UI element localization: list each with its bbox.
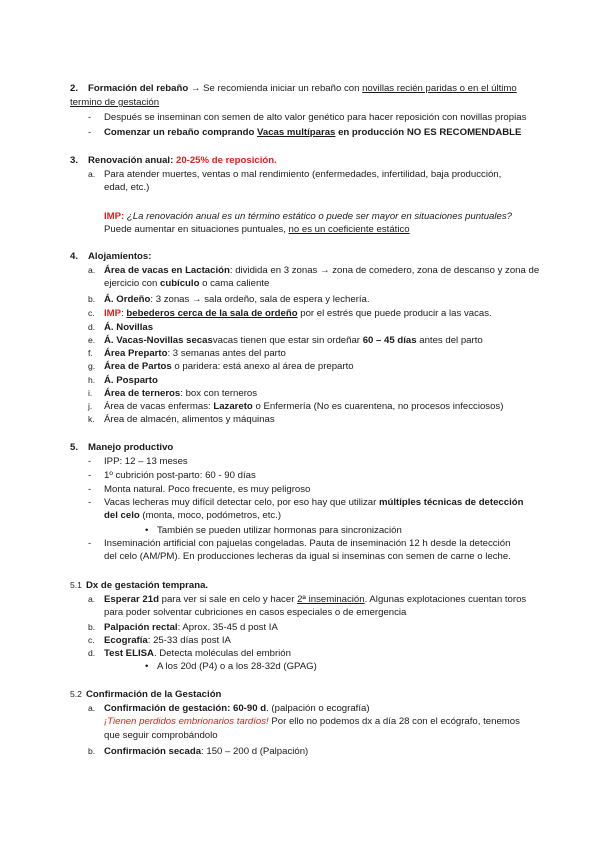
imp-label: IMP — [104, 308, 122, 319]
section-intro: → Se recomienda iniciar un rebaño con — [188, 83, 363, 94]
heading-dx-gestacion — [70, 579, 208, 592]
list-item — [88, 293, 548, 306]
list-item — [88, 111, 548, 124]
dash-marker: - — [88, 497, 92, 508]
bullet-marker: • — [145, 661, 149, 672]
dash-marker: - — [88, 456, 92, 467]
item-text: Pauta de inseminación 12 h desde la detección — [309, 538, 511, 549]
item-marker: a. — [88, 169, 96, 179]
item-text: : dividida en 3 zonas → zona de comedero, zona de descanso y zona de — [229, 265, 540, 276]
underlined-phrase: bebederos cerca de la sala de ordeño — [126, 308, 298, 319]
section-number: 5.2 — [70, 689, 82, 699]
item-bold: del celo — [104, 510, 140, 522]
item-text: Después se inseminan con semen de alto valor genético para hacer reposición con novillas propias — [104, 112, 527, 123]
item-text: Monta natural. Poco frecuente, es muy peligroso — [104, 484, 311, 495]
item-bold: 60 – 45 días — [362, 335, 417, 346]
bullet-marker: • — [145, 525, 149, 536]
underlined-phrase: no es un coeficiente estático — [288, 224, 410, 235]
underlined-phrase: novillas recién paridas o en el último — [362, 83, 517, 94]
dash-marker: - — [88, 127, 92, 138]
item-marker: a. — [88, 594, 96, 604]
item-bold: Test ELISA — [104, 648, 154, 659]
item-text: o cama caliente — [199, 278, 270, 290]
item-text: Inseminación artificial con pajuelas congeladas. — [104, 538, 310, 549]
section-number: 5. — [70, 442, 79, 453]
heading-manejo-productivo — [70, 441, 173, 454]
item-text: . (palpación o ecografía) — [266, 703, 370, 714]
colon: : — [148, 251, 152, 262]
item-bold: Esperar 21d — [104, 594, 159, 605]
list-item — [88, 745, 548, 758]
item-text: para poder solventar cubriciones en casos especiales o de emergencia — [104, 607, 407, 619]
item-text: . Detecta moléculas del embrión — [153, 648, 291, 659]
item-text: vacas tienen que estar sin ordeñar — [212, 335, 363, 346]
item-bold: Á. Ordeño — [104, 294, 151, 305]
sub-bullet — [145, 660, 525, 673]
item-marker: a. — [88, 265, 96, 275]
list-item — [88, 634, 548, 647]
item-text: 1º cubrición post-parto: 60 - 90 días — [104, 470, 256, 481]
item-bold: Área de Partos — [104, 361, 172, 372]
item-marker: b. — [88, 622, 96, 632]
colon: : — [170, 155, 176, 166]
list-item — [88, 621, 548, 634]
item-text: : 25-33 días post IA — [147, 635, 231, 646]
item-marker: e. — [88, 335, 96, 345]
item-marker: f. — [88, 348, 93, 358]
item-bold: Lazareto — [213, 401, 253, 412]
list-item — [88, 334, 548, 347]
item-marker: j. — [88, 401, 93, 411]
item-marker: a. — [88, 703, 96, 713]
item-bold: Confirmación secada — [104, 746, 202, 757]
imp-label: IMP: — [104, 211, 125, 222]
item-marker: h. — [88, 375, 96, 385]
section-title: Dx de gestación temprana. — [86, 580, 209, 591]
underlined-phrase: 2ª inseminación — [297, 594, 365, 605]
section-title: Confirmación de la Gestación — [86, 689, 222, 700]
underlined-phrase: Vacas multíparas — [257, 127, 336, 138]
item-text: : 3 semanas antes del parto — [167, 348, 286, 359]
item-marker: b. — [88, 294, 96, 304]
item-text: IPP: 12 – 13 meses — [104, 456, 188, 467]
item-marker: i. — [88, 388, 93, 398]
colon: : — [121, 308, 127, 319]
heading-alojamientos — [70, 250, 151, 263]
item-text: : Aprox. 35-45 d post IA — [177, 622, 278, 633]
list-item — [88, 307, 548, 320]
section-title: Alojamientos — [88, 251, 149, 262]
heading-formacion-rebano — [70, 82, 517, 95]
item-bold: Área de vacas en Lactación — [104, 265, 230, 276]
item-bold: Confirmación de gestación: 60-90 d — [104, 703, 267, 714]
list-item — [88, 593, 548, 620]
heading-continuation: termino de gestación — [70, 97, 160, 108]
section-number: 3. — [70, 155, 79, 166]
item-marker: d. — [88, 322, 96, 332]
list-item — [88, 347, 548, 360]
list-item — [88, 469, 548, 482]
item-bold: Ecografía — [104, 635, 148, 646]
item-text: que seguir comprobándolo — [104, 729, 218, 741]
list-item — [88, 413, 548, 426]
item-text: : box con terneros — [180, 388, 258, 399]
item-text: del celo (AM/PM). En producciones lecheras da igual si inseminas con semen de carne o leche. — [104, 551, 511, 563]
item-text: Por ello no podemos dx a día 28 con el ecógrafo, tenemos — [268, 716, 520, 728]
list-item — [88, 400, 548, 413]
highlight-text: ¡Tienen perdidos embrionarios tardíos! — [104, 716, 269, 728]
item-text: edad, etc.) — [104, 182, 150, 194]
list-item — [88, 264, 548, 291]
item-bold: Área Preparto — [104, 348, 168, 359]
dash-marker: - — [88, 112, 92, 123]
item-bold: cubículo — [160, 278, 200, 290]
item-text: en producción NO ES RECOMENDABLE — [335, 127, 522, 138]
dash-marker: - — [88, 470, 92, 481]
list-item — [88, 537, 548, 564]
item-text: o Enfermería (No es cuarentena, no procesos infecciosos) — [252, 401, 504, 412]
item-text: (monta, moco, podómetros, etc.) — [139, 510, 282, 522]
item-text: Área de almacén, alimentos y máquinas — [104, 414, 275, 425]
item-text: o paridera: está anexo al área de preparto — [171, 361, 354, 372]
sub-bullet — [145, 524, 525, 537]
item-bold: Á. Vacas-Novillas secas — [104, 335, 213, 346]
list-item — [88, 321, 548, 334]
item-text: : 150 – 200 d (Palpación) — [201, 746, 309, 757]
item-marker: d. — [88, 648, 96, 658]
item-text: A los 20d (P4) o a los 28-32d (GPAG) — [157, 661, 317, 672]
item-text: Para atender muertes, ventas o mal rendimiento (enfermedades, infertilidad, baja producción, — [104, 169, 502, 180]
item-bold: Área de terneros — [104, 388, 181, 399]
item-bold: Á. Novillas — [104, 322, 154, 333]
item-marker: c. — [88, 635, 95, 645]
imp-question: ¿La renovación anual es un término estático o puede ser mayor en situaciones puntuales? — [124, 211, 512, 222]
section-title: Formación del rebaño — [88, 83, 189, 94]
list-item — [88, 702, 548, 742]
item-text: También se pueden utilizar hormonas para sincronización — [157, 525, 402, 536]
item-text: Área de vacas enfermas: — [104, 401, 214, 412]
section-number: 2. — [70, 83, 79, 94]
imp-note — [104, 210, 512, 223]
list-item — [88, 496, 548, 523]
list-item — [88, 387, 548, 400]
list-item — [88, 168, 548, 195]
dash-marker: - — [88, 484, 92, 495]
section-title: Manejo productivo — [88, 442, 174, 453]
list-item — [88, 483, 548, 496]
item-marker: g. — [88, 361, 96, 371]
item-bold: múltiples técnicas de detección — [378, 497, 524, 508]
list-item — [88, 455, 548, 468]
item-text: . Algunas explotaciones cuentan toros — [364, 594, 527, 605]
item-text: : 3 zonas → sala ordeño, sala de espera y lechería. — [150, 294, 370, 305]
item-text: antes del parto — [416, 335, 483, 346]
item-bold: Á. Posparto — [104, 375, 158, 386]
dash-marker: - — [88, 538, 92, 549]
list-item — [88, 647, 548, 660]
item-bold: Palpación rectal — [104, 622, 178, 633]
heading-renovacion-anual — [70, 154, 277, 167]
highlight-text: 20-25% de reposición. — [175, 155, 277, 166]
list-item — [88, 374, 548, 387]
item-text: Comenzar un rebaño comprando — [104, 127, 257, 138]
section-number: 5.1 — [70, 580, 82, 590]
item-marker: b. — [88, 746, 96, 756]
item-marker: c. — [88, 308, 95, 318]
answer-text: Puede aumentar en situaciones puntuales, — [104, 224, 289, 235]
item-marker: k. — [88, 414, 95, 424]
heading-confirmacion-gestacion — [70, 688, 221, 701]
section-number: 4. — [70, 251, 79, 262]
imp-answer — [104, 223, 410, 236]
item-text: Vacas lecheras muy difícil detectar celo, por eso hay que utilizar — [104, 497, 379, 508]
item-text: por el estrés que puede producir a las vacas. — [297, 308, 492, 319]
item-text: ejercicio con — [104, 278, 160, 290]
section-title: Renovación anual — [88, 155, 171, 166]
list-item — [88, 126, 548, 139]
list-item — [88, 360, 548, 373]
item-text: para ver si sale en celo y hacer — [158, 594, 298, 605]
